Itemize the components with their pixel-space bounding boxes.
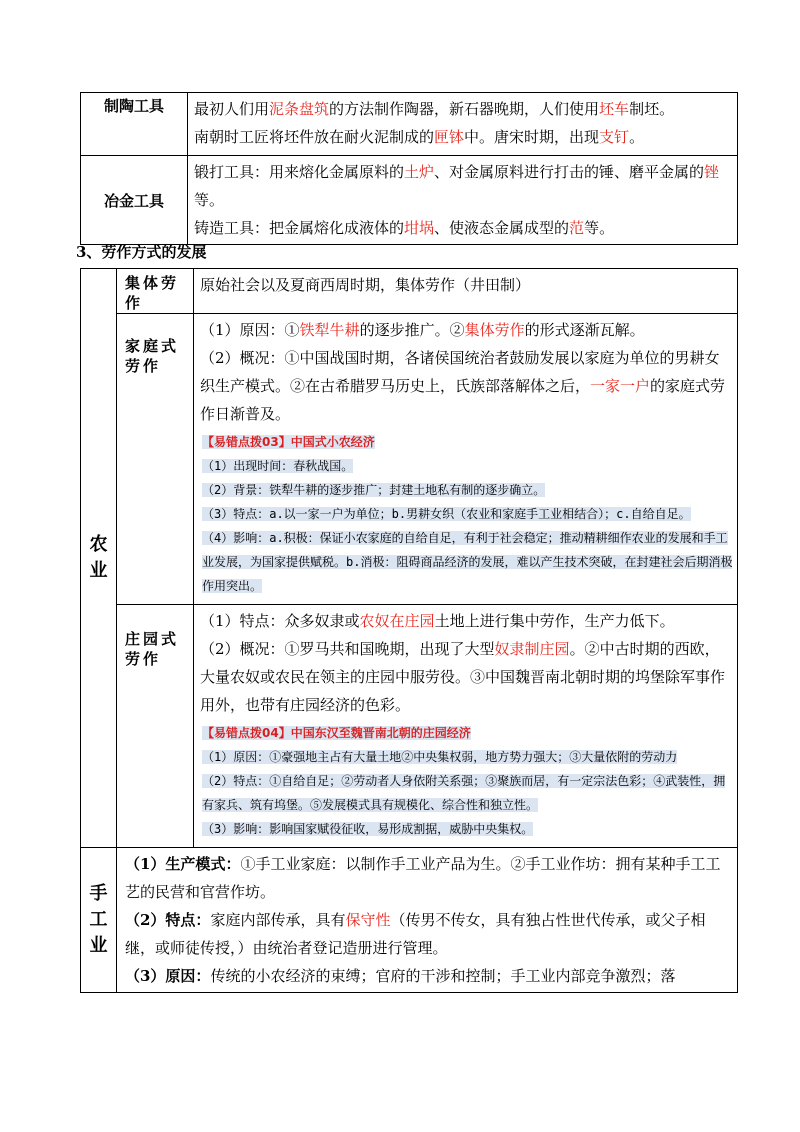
text-segment: 的方法制作陶器，新石器晚期，人们使用 [329,100,600,118]
text-segment: 。②中古时期的西欧，大量农奴或农民在领主的庄园中服劳役。③中国魏晋南北朝时期的坞堡除军事作用外，也带有庄园经济的色彩。 [200,640,726,714]
tool-name-cell [81,156,188,245]
highlight-term: 土炉 [404,163,435,181]
tool-name-cell [81,93,188,156]
highlight-term: 泥条盘筑 [269,100,330,118]
highlight-term: 锉 [704,163,720,181]
content-para [125,906,729,962]
highlight-term: 集体劳作 [464,321,525,339]
item-label: （3）原因： [125,967,211,985]
highlight-term: 匣钵 [434,128,465,146]
highlight-term: 农奴在庄园 [359,612,435,630]
error-tip-line: （1）原因：①豪强地主占有大量土地②中央集权弱，地方势力强大；③大量依附的劳动力 [202,750,678,764]
highlight-term: 坩埚 [404,219,435,237]
tool-desc-cell [188,156,738,245]
text-segment: 。 [629,128,645,146]
text-segment: 制坯。 [629,100,675,118]
text-segment: （2）概况：①罗马共和国晚期，出现了大型 [200,640,495,658]
category-cell-handicraft [81,848,117,993]
tools-table [80,92,738,245]
text-segment: 的逐步推广。② [359,321,465,339]
error-tip-line: （3）影响：影响国家赋役征收，易形成割据，威胁中央集权。 [202,822,534,836]
text-segment: 中。唐宋时期，出现 [464,128,600,146]
highlight-term: 奴隶制庄园 [494,640,570,658]
tool-desc-line [194,158,731,214]
text-segment: 的形式逐渐瓦解。 [524,321,645,339]
error-tip-line: （3）特点：a.以一家一户为单位；b.男耕女织（农业和家庭手工业相结合）；c.自给自足。 [202,507,691,521]
highlight-term: 保守性 [345,911,391,929]
error-tip-line: （1）出现时间：春秋战国。 [202,459,354,473]
content-para [125,962,729,990]
text-segment: 、使液态金属成型的 [434,219,570,237]
text-segment: 最初人们用 [194,100,270,118]
subcategory-label: 家庭式劳作 [125,337,180,375]
section-title: 3、劳作方式的发展 [76,243,207,261]
text-segment: （1）特点：众多奴隶或 [200,612,360,630]
text-segment: ①手工业家庭：以制作手工业产品为生。②手工业作坊：拥有某种手工工艺的民营和官营作坊。 [125,855,721,901]
tool-name: 冶金工具 [103,191,164,210]
content-cell [117,848,738,993]
text-segment: 土地上进行集中劳作，生产力低下。 [434,612,675,630]
tool-desc-line [194,95,731,123]
error-tip-box [200,721,737,841]
content-cell [194,314,738,605]
tools-row-metal [81,156,738,245]
error-tip-line: （2）特点：①自给自足；②劳动者人身依附关系强；③聚族而居，有一定宗法色彩；④武装性，拥有家兵、筑有坞堡。⑤发展模式具有规模化、综合性和独立性。 [202,774,726,812]
highlight-term: 铁犁牛耕 [299,321,360,339]
text-segment: 的家庭式劳作日渐普及。 [200,377,726,423]
text-segment: 铸造工具：把金属熔化成液体的 [194,219,405,237]
highlight-term: 支钉 [599,128,630,146]
agri-row-family [81,314,738,605]
tool-desc-line [194,214,731,242]
content-cell [194,605,738,848]
text-segment: 原始社会以及夏商西周时期，集体劳作（井田制） [200,276,531,294]
highlight-term: 范 [569,219,585,237]
text-segment: 传统的小农经济的束缚；官府的干涉和控制；手工业内部竞争激烈；落 [210,967,676,985]
content-para [200,607,731,635]
tool-desc-line [194,123,731,151]
agri-row-collective [81,269,738,314]
agri-row-manor [81,605,738,848]
text-segment: 、对金属原料进行打击的锤、磨平金属的 [434,163,705,181]
text-segment: （2）概况：①中国战国时期，各诸侯国统治者鼓励发展以家庭为单位的男耕女织生产模式。②在古希腊罗马历史上，氏族部落解体之后， [200,349,720,395]
content-cell [194,269,738,314]
category-cell-agriculture [81,269,117,848]
error-tip-box [200,430,737,598]
labor-table [80,268,738,993]
item-label: （2）特点： [125,911,211,929]
item-label: （1）生产模式： [125,855,241,873]
text-segment: 等。 [584,219,615,237]
text-segment: （传男不传女，具有独占性世代传承，或父子相继，或师徒传授，）由统治者登记造册进行管理。 [125,911,706,957]
content-para [200,635,731,719]
content-para [125,850,729,906]
subcategory-cell [117,605,194,848]
category-label: 农业 [89,534,108,581]
tool-name: 制陶工具 [103,97,164,115]
text-segment: 家庭内部传承，具有 [210,911,346,929]
subcategory-label: 庄园式劳作 [125,630,180,668]
tools-row-pottery [81,93,738,156]
content-para [200,271,731,299]
text-segment: 南朝时工匠将坯件放在耐火泥制成的 [194,128,435,146]
text-segment: 锻打工具：用来熔化金属原料的 [194,163,405,181]
error-tip-line: （2）背景：铁犁牛耕的逐步推广；封建土地私有制的逐步确立。 [202,483,546,497]
category-label: 手工业 [89,883,108,956]
subcategory-label: 集体劳作 [125,274,180,312]
highlight-term: 一家一户 [590,377,651,395]
text-segment: （1）原因：① [200,321,300,339]
text-segment: 等。 [194,191,225,209]
error-tip-title: 【易错点拨04】中国东汉至魏晋南北朝的庄园经济 [202,726,471,740]
content-para [200,316,731,344]
tool-desc-cell [188,93,738,156]
handicraft-row [81,848,738,993]
error-tip-line: （4）影响：a.积极：保证小农家庭的自给自足，有利于社会稳定；推动精耕细作农业的发展和手工业发展，为国家提供赋税。b.消极：阻碍商品经济的发展，难以产生技术突破，在封建社会后期消极作用突出。 [202,531,733,593]
subcategory-cell [117,314,194,605]
highlight-term: 坯车 [599,100,630,118]
content-para [200,344,731,428]
error-tip-title: 【易错点拨03】中国式小农经济 [202,435,375,449]
subcategory-cell [117,269,194,314]
